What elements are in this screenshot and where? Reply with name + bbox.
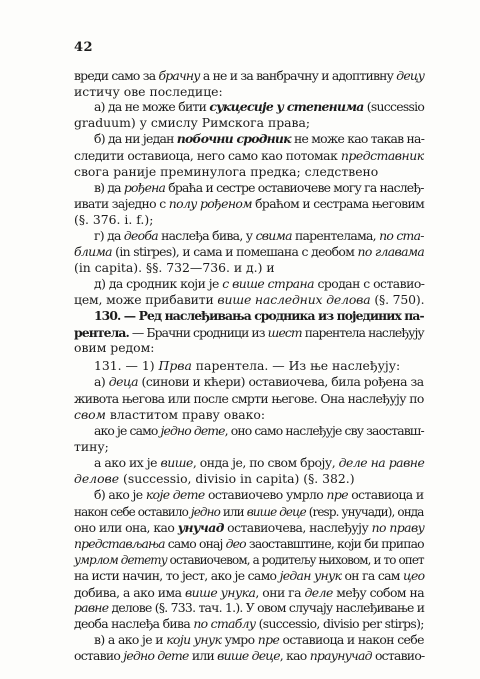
text-line: [74, 391, 424, 406]
text-run: (in stirpes), и сама и помешана с деобом: [111, 244, 358, 259]
emphasis-text: које дете: [145, 487, 205, 502]
text-run: оставиоца и након себе: [279, 632, 424, 647]
text-line: [74, 616, 424, 631]
page-number: 42: [74, 40, 94, 55]
emphasis-text: свима: [255, 228, 292, 243]
text-line: [74, 244, 424, 259]
emphasis-text: децу: [396, 68, 425, 83]
text-run: оставиочево умрло: [204, 487, 327, 502]
text-line: [94, 308, 424, 323]
text-run: добива, а ако има: [74, 585, 185, 600]
emphasis-text: деца: [108, 374, 139, 389]
text-line: [74, 148, 424, 163]
emphasis-text: свом: [74, 407, 106, 422]
text-run: браћа и сестре оставиочеве могу га наслеђ-: [165, 180, 424, 195]
emphasis-text: делове: [74, 471, 120, 486]
text-line: [74, 325, 424, 340]
text-run: парентела. — Из ње наслеђују:: [191, 358, 401, 373]
text-run: вреди само за: [74, 68, 159, 83]
text-run: умро: [221, 632, 258, 647]
text-line: [74, 212, 153, 227]
text-line: [74, 520, 424, 535]
text-run: тину;: [74, 439, 109, 454]
text-run: д) да сродник који је: [94, 276, 223, 291]
text-run: оно или она, као: [74, 520, 178, 535]
text-run: б) да ни један: [94, 131, 177, 146]
text-line: [74, 164, 378, 179]
text-run: (successio, divisio per stirps);: [255, 616, 424, 631]
emphasis-text: деоба: [123, 228, 158, 243]
text-run: међу собом на: [332, 585, 425, 600]
text-line: [94, 423, 424, 438]
text-run: graduum) у смислу Римскога права;: [74, 115, 311, 130]
emphasis-text: равне: [74, 600, 109, 615]
text-line: [94, 358, 400, 373]
emphasis-text: рођена: [123, 180, 166, 195]
emphasis-text: пре: [326, 487, 348, 502]
emphasis-text: пре: [257, 632, 280, 647]
text-run: , оно само наслеђује сву заоставш-: [224, 423, 424, 438]
text-run: (§. 750).: [370, 292, 425, 307]
text-run: оставиоца и: [347, 487, 424, 502]
text-line: [94, 455, 424, 470]
emphasis-text: сукцесије у степенима: [209, 99, 364, 114]
emphasis-text: по стаблу: [193, 616, 256, 631]
emphasis-text: полу рођеном: [168, 196, 252, 211]
text-line: [74, 585, 424, 600]
emphasis-text: по главама: [357, 244, 425, 259]
text-line: [94, 487, 424, 502]
text-run: оставиочевом, а родитељу њиховом, и то опет: [166, 552, 424, 567]
emphasis-text: блима: [74, 244, 112, 259]
text-run: (resp. унучади), онда: [305, 504, 424, 519]
text-run: ако је само: [94, 423, 161, 438]
emphasis-text: побочни сродник: [176, 131, 291, 146]
text-run: оставио-: [371, 648, 425, 663]
emphasis-text: унучад: [177, 520, 224, 535]
emphasis-text: умрлом детету: [74, 552, 167, 567]
text-line: [94, 180, 424, 195]
text-run: а ако их је: [94, 455, 161, 470]
text-line: [74, 439, 109, 454]
text-run: цем, може прибавити: [74, 292, 218, 307]
text-line: [94, 131, 424, 146]
emphasis-text: деле: [304, 585, 333, 600]
emphasis-text: деле на равне: [338, 455, 425, 470]
text-run: ивати заједно с: [74, 196, 169, 211]
section-heading-text: 130. — Ред наслеђивања сродника из појединих па-: [94, 308, 424, 323]
text-run: оставио: [74, 648, 124, 663]
text-run: а не и за ванбрачну и адоптивну: [199, 68, 397, 83]
text-line: [94, 276, 424, 291]
emphasis-text: једно: [190, 504, 220, 519]
text-run: следити оставиоца, него само као потомак: [74, 148, 341, 163]
text-run: (синови и кћери) оставиочева, била рођена за: [138, 374, 424, 389]
text-run: не може као такав на-: [290, 131, 425, 146]
text-run: овим редом:: [74, 340, 155, 355]
text-run: в) а ако је и: [94, 632, 167, 647]
text-line: [74, 196, 424, 211]
text-run: свога раније преминулога предка; следствено: [74, 164, 379, 179]
text-line: [74, 84, 223, 99]
emphasis-text: цео: [403, 568, 425, 583]
emphasis-text: више деце: [246, 504, 306, 519]
text-line: [74, 407, 265, 422]
text-run: деоба наслеђа бива: [74, 616, 194, 631]
emphasis-text: с више страна: [222, 276, 315, 291]
text-line: [74, 115, 310, 130]
emphasis-text: више наследних делова: [217, 292, 371, 307]
text-run: након себе оставило: [74, 504, 191, 519]
text-run: или: [219, 504, 247, 519]
text-run: в) да: [94, 180, 124, 195]
emphasis-text: праунучад: [309, 648, 372, 663]
text-line: [74, 292, 424, 307]
text-line: [74, 471, 355, 486]
text-run: сродан с оставио-: [314, 276, 425, 291]
text-line: [74, 504, 424, 519]
emphasis-text: брачну: [158, 68, 200, 83]
text-run: , онда је, по свом броју,: [192, 455, 339, 470]
text-run: — Брачни сродници из: [128, 325, 268, 340]
text-run: оставиочева, наслеђују: [223, 520, 372, 535]
emphasis-text: Прва: [158, 358, 192, 373]
emphasis-text: по ста-: [379, 228, 424, 243]
text-run: на исти начин, то јест, ако је само: [74, 568, 280, 583]
text-line: [74, 568, 424, 583]
text-run: наслеђа бива, у: [157, 228, 256, 243]
text-run: (in capita). §§. 732—736. и д.) и: [74, 260, 275, 275]
text-run: истичу ове последице:: [74, 84, 223, 99]
text-line: [94, 632, 424, 647]
emphasis-text: више: [160, 455, 193, 470]
text-run: или: [188, 648, 218, 663]
text-line: [94, 99, 424, 114]
text-line: [74, 260, 275, 275]
text-run: само онај: [164, 536, 226, 551]
text-run: , као: [279, 648, 310, 663]
emphasis-text: представник: [340, 148, 424, 163]
text-line: [74, 648, 424, 663]
text-run: (§. 376. і. f.);: [74, 212, 154, 227]
text-run: (successio, divisio in capita) (§. 382.): [119, 471, 355, 486]
text-line: [94, 228, 424, 243]
text-run: б) ако је: [94, 487, 146, 502]
emphasis-text: више деце: [217, 648, 280, 663]
emphasis-text: део: [225, 536, 246, 551]
text-run: парентела наслеђују: [301, 325, 424, 340]
emphasis-text: више унука: [184, 585, 256, 600]
text-line: [74, 68, 424, 83]
text-run: а): [94, 374, 109, 389]
text-run: властитом праву овако:: [105, 407, 265, 422]
emphasis-text: једно дете: [160, 423, 225, 438]
text-line: [94, 374, 424, 389]
text-run: живота његова или после смрти његове. Она наслеђују по: [74, 391, 424, 406]
text-run: , они га: [255, 585, 305, 600]
text-run: делове (§. 733. тач. 1.). У овом случају наслеђивање и: [108, 600, 425, 615]
emphasis-text: једно дете: [123, 648, 189, 663]
text-run: парентелама,: [291, 228, 380, 243]
text-run: он га сам: [341, 568, 404, 583]
emphasis-text: један унук: [279, 568, 342, 583]
text-run: (successio: [363, 99, 425, 114]
emphasis-text: по праву: [371, 520, 425, 535]
emphasis-text: шест: [267, 325, 302, 340]
text-line: [74, 552, 424, 567]
text-line: [74, 340, 154, 355]
text-run: а) да не може бити: [94, 99, 210, 114]
section-heading-text: рентела.: [74, 325, 129, 340]
text-line: [74, 536, 424, 551]
text-run: 131. — 1): [94, 358, 159, 373]
text-run: заоставштине, који би припао: [245, 536, 424, 551]
text-line: [74, 600, 424, 615]
emphasis-text: представљања: [74, 536, 165, 551]
text-run: г) да: [94, 228, 124, 243]
text-run: браћом и сестрама његовим: [251, 196, 425, 211]
emphasis-text: који унук: [166, 632, 222, 647]
